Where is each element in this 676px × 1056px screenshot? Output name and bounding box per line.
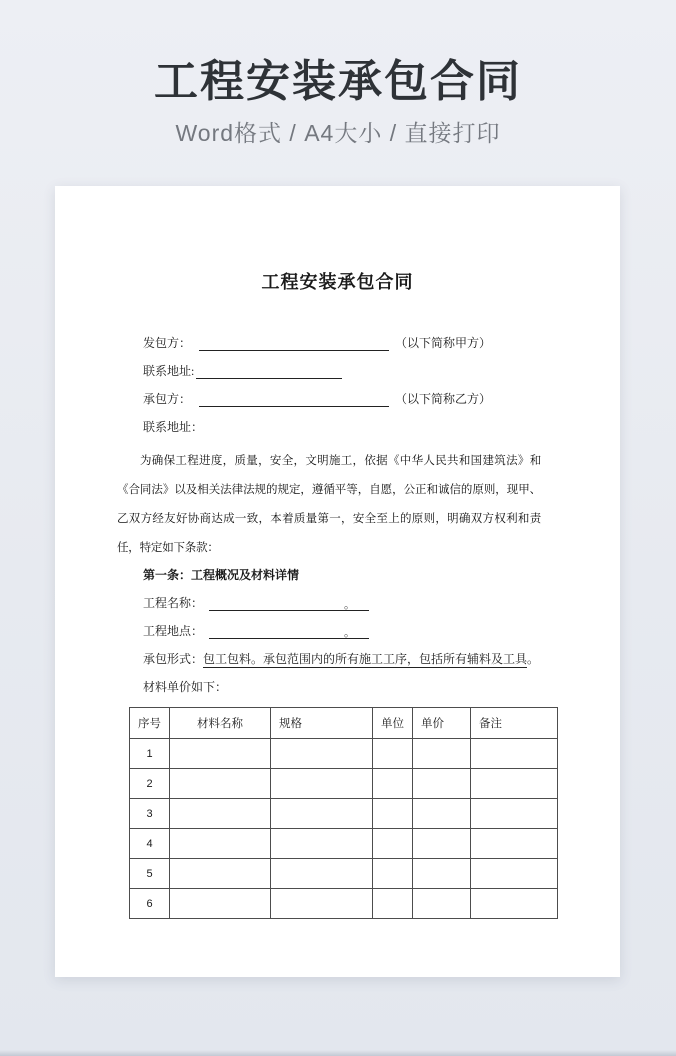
- empty-cell: [271, 859, 373, 889]
- empty-cell: [373, 769, 413, 799]
- empty-cell: [170, 859, 271, 889]
- field-line-party-a: [117, 335, 585, 351]
- row-number-cell: 4: [130, 829, 170, 859]
- contract-form-value: 包工包料。承包范围内的所有施工工序，包括所有辅料及工具: [203, 652, 528, 666]
- empty-cell: [373, 889, 413, 919]
- empty-cell: [170, 889, 271, 919]
- empty-cell: [471, 799, 558, 829]
- empty-cell: [413, 889, 471, 919]
- banner-title: 工程安装承包合同: [154, 57, 522, 106]
- table-row: [130, 829, 558, 859]
- section-heading-article-1: 第一条：工程概况及材料详情: [143, 568, 300, 582]
- empty-cell: [471, 739, 558, 769]
- field-label: 承包方：: [143, 392, 192, 406]
- field-label: 发包方：: [143, 336, 192, 350]
- row-number-cell: 5: [130, 859, 170, 889]
- field-line-address-b: [117, 419, 585, 435]
- empty-cell: [170, 799, 271, 829]
- empty-cell: [373, 799, 413, 829]
- empty-cell: [271, 769, 373, 799]
- table-row: [130, 769, 558, 799]
- empty-cell: [170, 829, 271, 859]
- empty-cell: [271, 889, 373, 919]
- table-row: [130, 889, 558, 919]
- row-number-cell: 1: [130, 739, 170, 769]
- table-row: [130, 859, 558, 889]
- document-title: 工程安装承包合同: [261, 272, 414, 292]
- table-row: [130, 739, 558, 769]
- empty-cell: [413, 739, 471, 769]
- table-intro-line: [117, 679, 585, 695]
- field-line-project-location: [117, 623, 585, 639]
- intro-paragraph: 为确保工程进度，质量，安全，文明施工，依据《中华人民共和国建筑法》和《合同法》以及相关法律法规的规定，遵循平等，自愿，公正和诚信的原则，现甲、乙双方经友好协商达成一致，本着质量第一，安全至上的原则，明确双方权利和责任，特定如下条款：: [117, 455, 541, 554]
- header-cell-unit: 单位: [373, 708, 413, 739]
- fill-in-blank: 。: [209, 626, 369, 639]
- header-cell-spec: 规格: [271, 708, 373, 739]
- empty-cell: [471, 769, 558, 799]
- field-label: 承包形式：: [143, 652, 204, 666]
- empty-cell: [471, 859, 558, 889]
- document-body: [117, 335, 585, 919]
- field-label: 工程名称：: [143, 596, 204, 610]
- banner-subtitle: Word格式 / A4大小 / 直接打印: [175, 120, 501, 146]
- header-cell-price: 单价: [413, 708, 471, 739]
- empty-cell: [373, 829, 413, 859]
- fill-in-blank: [196, 365, 342, 379]
- fill-in-blank: [199, 337, 389, 351]
- field-label: 联系地址:: [143, 364, 195, 378]
- document-page: [55, 186, 620, 977]
- field-label: 材料单价如下：: [143, 680, 228, 694]
- fill-in-blank: [199, 393, 389, 407]
- empty-cell: [413, 829, 471, 859]
- empty-cell: [271, 739, 373, 769]
- header-cell-remark: 备注: [471, 708, 558, 739]
- field-suffix: （以下简称乙方）: [395, 392, 492, 406]
- header-banner: [0, 0, 676, 148]
- field-line-address-a: [117, 363, 585, 379]
- header-cell-index: 序号: [130, 708, 170, 739]
- empty-cell: [373, 859, 413, 889]
- empty-cell: [271, 799, 373, 829]
- header-cell-material: 材料名称: [170, 708, 271, 739]
- field-label: 工程地点：: [143, 624, 204, 638]
- field-line-contract-form: [117, 651, 585, 667]
- bottom-shadow-edge: [0, 1050, 676, 1056]
- material-price-table: [129, 707, 558, 919]
- empty-cell: [373, 739, 413, 769]
- empty-cell: [471, 889, 558, 919]
- empty-cell: [170, 739, 271, 769]
- field-label: 联系地址：: [143, 420, 204, 434]
- row-number-cell: 6: [130, 889, 170, 919]
- empty-cell: [471, 829, 558, 859]
- empty-cell: [170, 769, 271, 799]
- empty-cell: [413, 859, 471, 889]
- field-line-project-name: [117, 595, 585, 611]
- empty-cell: [413, 799, 471, 829]
- row-number-cell: 2: [130, 769, 170, 799]
- field-line-party-b: [117, 391, 585, 407]
- row-number-cell: 3: [130, 799, 170, 829]
- table-header-row: [130, 708, 558, 739]
- fill-in-blank: 。: [209, 598, 369, 611]
- empty-cell: [271, 829, 373, 859]
- field-suffix: （以下简称甲方）: [395, 336, 492, 350]
- empty-cell: [413, 769, 471, 799]
- table-row: [130, 799, 558, 829]
- field-suffix: 。: [527, 652, 540, 666]
